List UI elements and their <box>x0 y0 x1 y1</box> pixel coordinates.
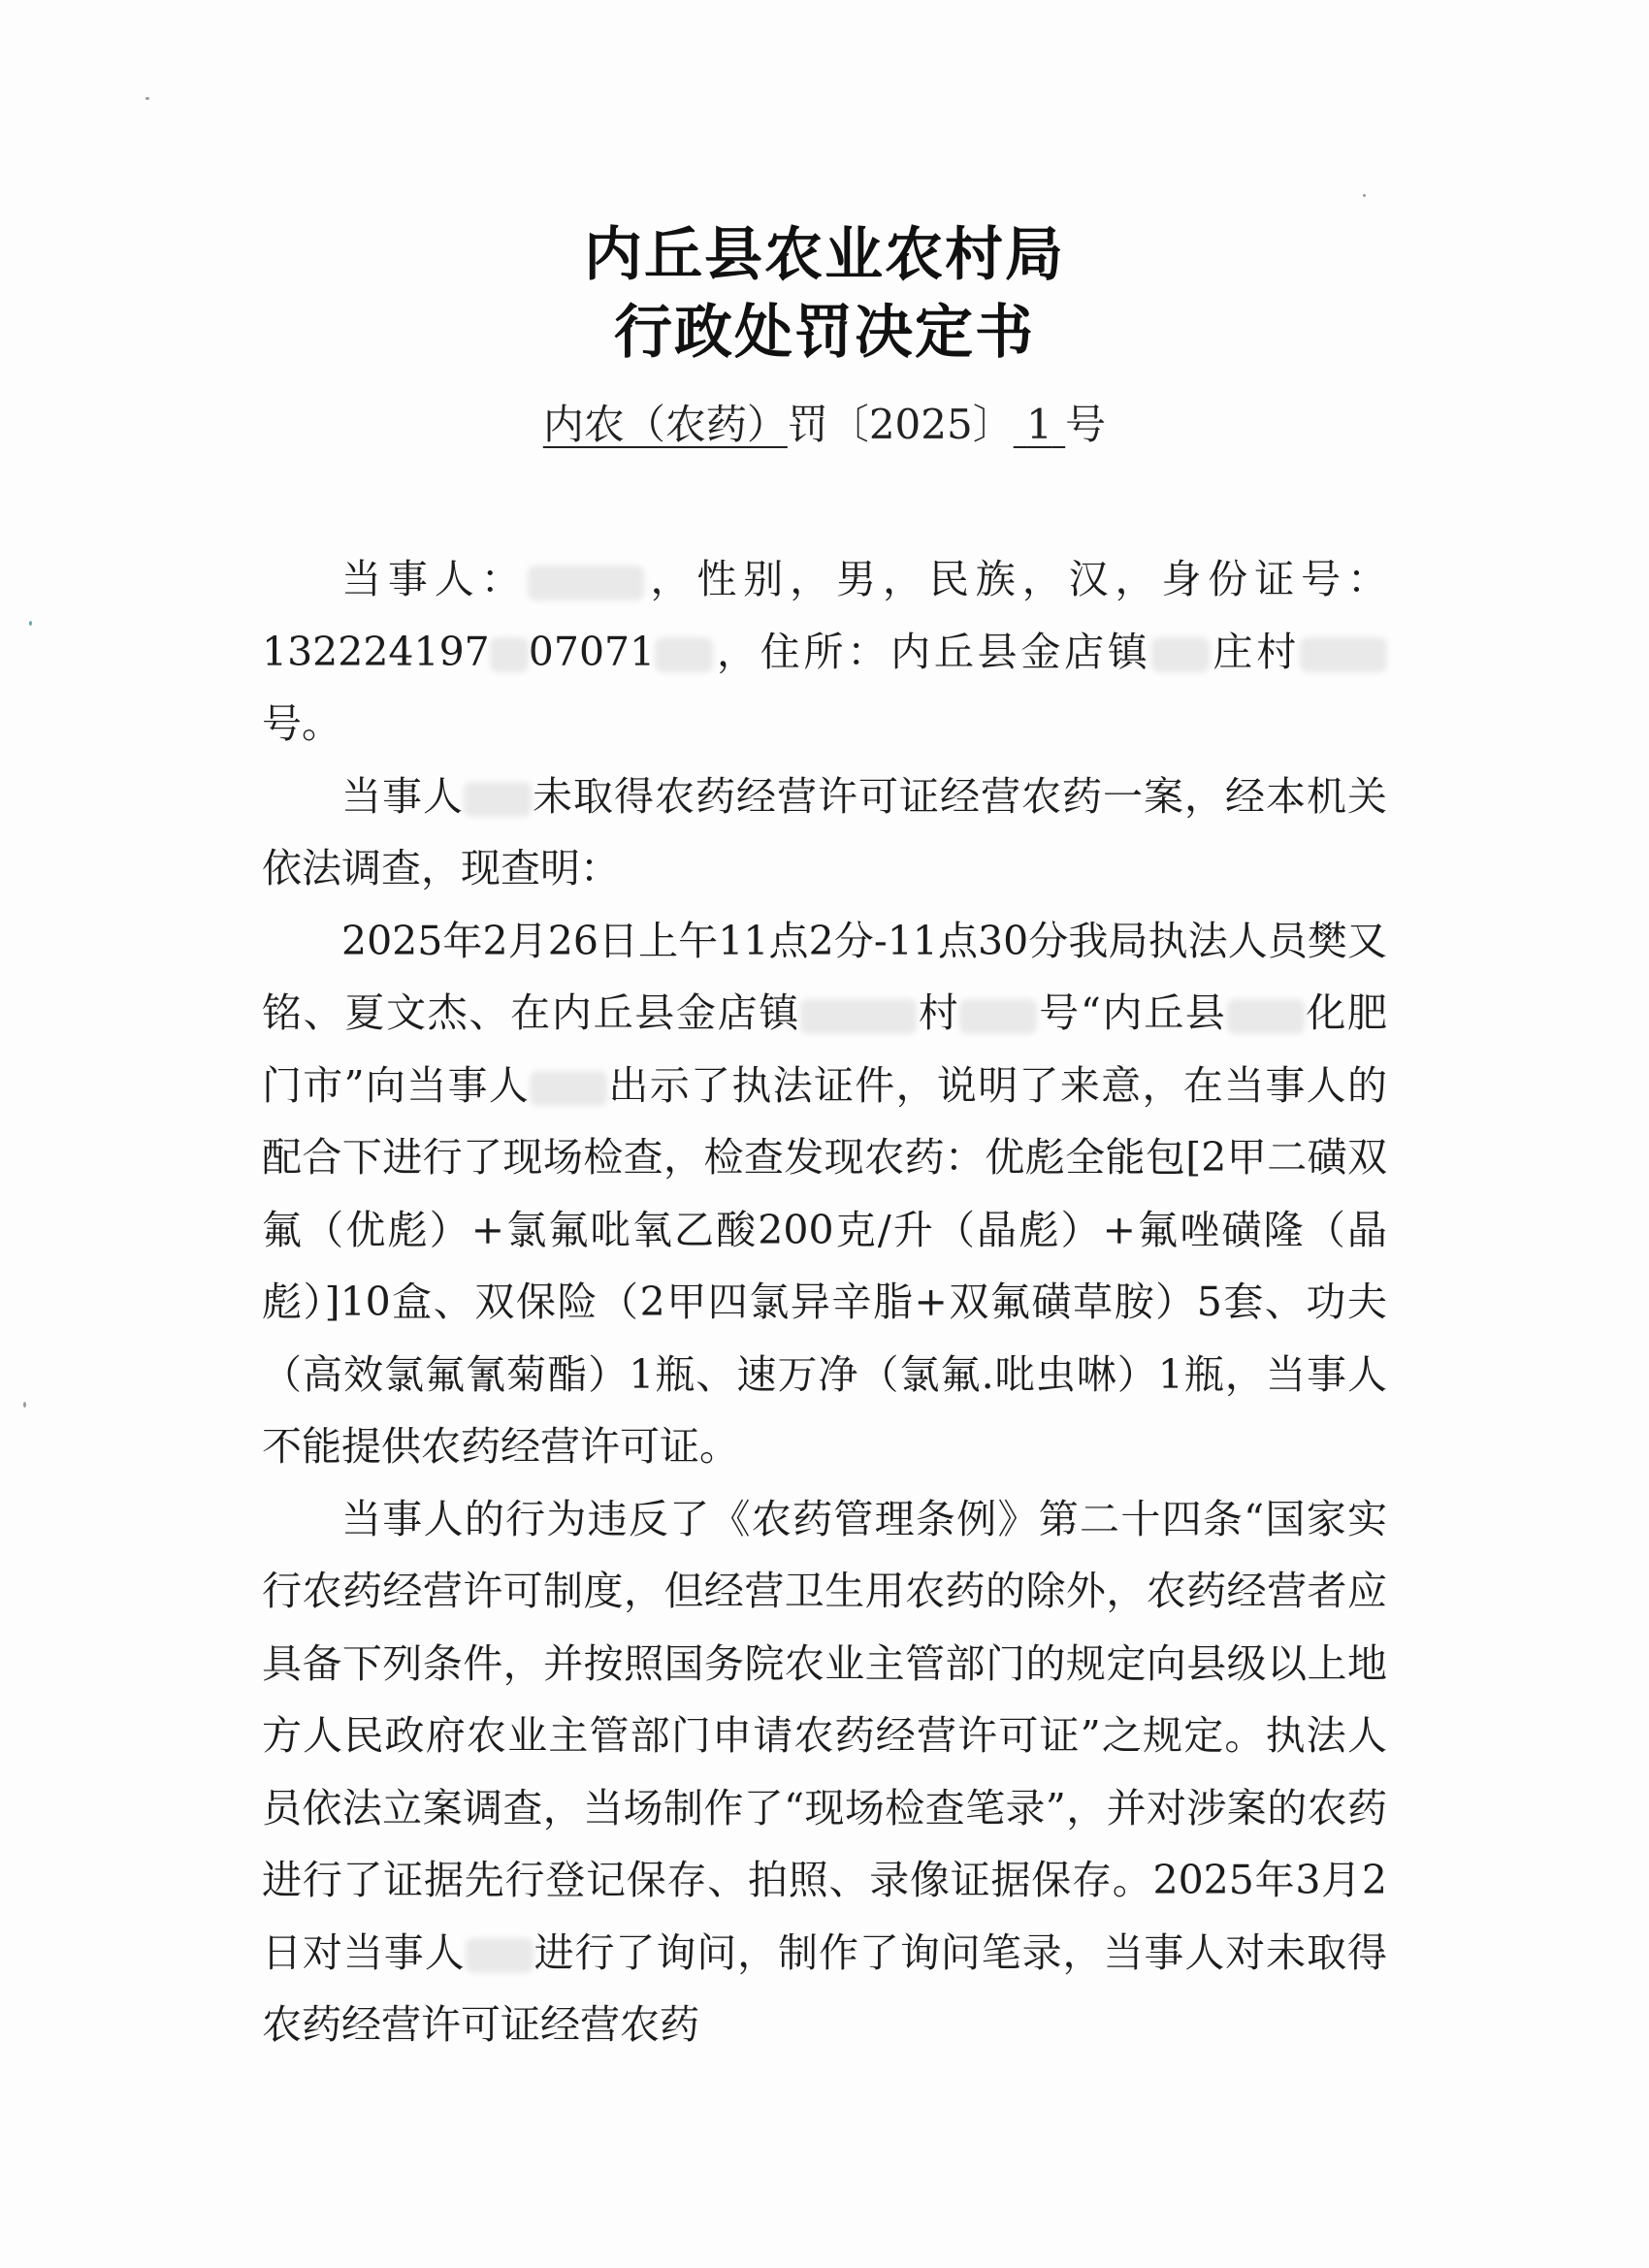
redacted-village <box>1151 637 1210 672</box>
redacted-house-number <box>1300 637 1387 672</box>
document-number <box>0 393 1649 451</box>
document-body <box>262 543 1387 2061</box>
doc-number-middle: 罚〔2025〕 <box>787 401 1014 448</box>
redacted-id-tail <box>655 637 713 672</box>
redacted-name <box>464 782 532 817</box>
doc-number-value: 1 <box>1026 401 1052 448</box>
agency-title: 内丘县农业农村局 <box>584 221 1065 289</box>
doc-number-prefix: 内农（农药） <box>542 401 788 448</box>
redacted-house-number <box>959 999 1037 1034</box>
redacted-name <box>466 1938 534 1973</box>
findings-paragraph: 2025年2月26日上午11点2分-11点30分我局执法人员樊又铭、夏文杰、在内丘县金店镇 村 号“内丘县 化肥门市”向当事人 出示了执法证件，说明了来意，在当事人的配合下进行了现场检查，检查发现农药：优彪全能包[2甲二磺双氟（优彪）+氯氟吡氧乙酸200克/升（晶彪）+氟唑磺隆（晶彪）]10盒、双保险（2甲四氯异辛脂+双氟磺草胺）5套、功夫（高效氯氟氰菊酯）1瓶、速万净（氯氟.吡虫啉）1瓶，当事人不能提供农药经营许可证。 <box>262 917 1388 1470</box>
case-intro-paragraph: 当事人 未取得农药经营许可证经营农药一案，经本机关依法调查，现查明： <box>262 772 1387 891</box>
violation-paragraph: 当事人的行为违反了《农药管理条例》第二十四条“国家实行农药经营许可制度，但经营卫生用农药的除外，农药经营者应具备下列条件，并按照国务院农业主管部门的规定向县级以上地方人民政府农业主管部门申请农药经营许可证”之规定。执法人员依法立案调查，当场制作了“现场检查笔录”，并对涉案的农药进行了证据先行登记保存、拍照、录像证据保存。2025年3月2日对当事人 进行了询问，制作了询问笔录，当事人对未取得农药经营许可证经营农药 <box>262 1495 1388 2048</box>
redacted-shop-name <box>1227 999 1305 1034</box>
redacted-name <box>530 1071 607 1106</box>
redacted-id-part <box>490 637 529 672</box>
redacted-name <box>528 566 644 600</box>
redacted-village <box>800 999 917 1034</box>
doc-number-suffix: 号 <box>1065 401 1107 448</box>
document-type-title: 行政处罚决定书 <box>614 299 1035 367</box>
party-info-paragraph: 当事人： ，性别，男，民族，汉，身份证号：132224197 07071 ，住所：内丘县金店镇 庄村号。 <box>262 556 1388 747</box>
